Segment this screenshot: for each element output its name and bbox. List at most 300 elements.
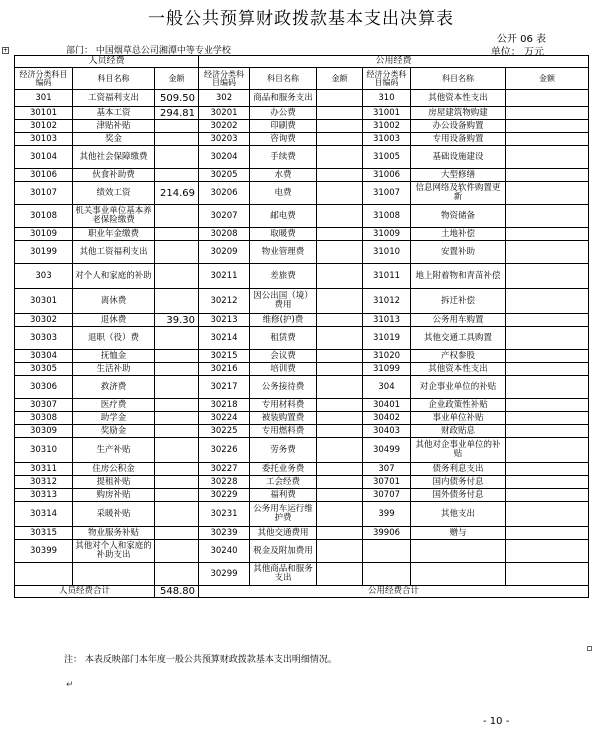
cell-amount	[317, 90, 363, 107]
table-row	[15, 463, 589, 476]
public-total-label: 公用经费合计	[199, 586, 589, 598]
cell-amount: 294.81	[155, 107, 199, 120]
table-row	[15, 527, 589, 540]
cell-amount	[506, 438, 589, 463]
cell-code: 30707	[363, 489, 411, 502]
header-name: 科目名称	[250, 68, 317, 90]
cell-code: 30302	[15, 314, 73, 327]
header-amount: 金额	[155, 68, 199, 90]
cell-code: 31009	[363, 228, 411, 241]
table-row	[15, 540, 589, 563]
cell-code: 31013	[363, 314, 411, 327]
table-note: 注： 本表反映部门本年度一般公共预算财政拨款基本支出明细情况。	[64, 655, 337, 665]
cell-code: 30225	[199, 425, 250, 438]
cell-end-marker	[587, 646, 592, 651]
cell-name: 伙食补助费	[73, 169, 155, 182]
cell-amount	[155, 563, 199, 586]
cell-code: 30231	[199, 502, 250, 527]
cell-name: 津贴补贴	[73, 120, 155, 133]
cell-amount	[317, 563, 363, 586]
cell-name: 企业政策性补贴	[411, 399, 506, 412]
cell-amount	[506, 412, 589, 425]
cell-name: 维修(护)费	[250, 314, 317, 327]
cell-name: 助学金	[73, 412, 155, 425]
cell-code: 30403	[363, 425, 411, 438]
cell-code: 30312	[15, 476, 73, 489]
cell-amount	[317, 205, 363, 228]
cell-name: 被装购置费	[250, 412, 317, 425]
cell-name: 物业管理费	[250, 241, 317, 264]
cell-amount	[317, 363, 363, 376]
cell-amount	[506, 540, 589, 563]
cell-name: 公务用车购置	[411, 314, 506, 327]
cell-name: 工会经费	[250, 476, 317, 489]
table-row	[15, 476, 589, 489]
cell-amount	[506, 289, 589, 314]
cell-amount	[317, 463, 363, 476]
cell-name	[411, 563, 506, 586]
cell-code: 30102	[15, 120, 73, 133]
cell-name: 其他对企事业单位的补贴	[411, 438, 506, 463]
cell-name: 邮电费	[250, 205, 317, 228]
table-row	[15, 228, 589, 241]
header-code: 经济分类科目编码	[199, 68, 250, 90]
cell-amount	[155, 463, 199, 476]
cell-amount	[506, 489, 589, 502]
personnel-total-value: 548.80	[155, 586, 199, 598]
cell-amount	[155, 146, 199, 169]
cell-code: 30217	[199, 376, 250, 399]
cell-code: 30313	[15, 489, 73, 502]
cell-name: 抚恤金	[73, 350, 155, 363]
cell-name: 税金及附加费用	[250, 540, 317, 563]
cell-name: 医疗费	[73, 399, 155, 412]
cell-amount	[155, 327, 199, 350]
cell-amount	[155, 412, 199, 425]
table-row	[15, 169, 589, 182]
cell-name: 职业年金缴费	[73, 228, 155, 241]
cell-name: 因公出国（境）费用	[250, 289, 317, 314]
cell-amount	[317, 350, 363, 363]
cell-code: 30499	[363, 438, 411, 463]
table-row	[15, 90, 589, 107]
cell-amount	[317, 376, 363, 399]
cell-code: 30226	[199, 438, 250, 463]
cell-amount	[155, 527, 199, 540]
header-code: 经济分类科目编码	[15, 68, 73, 90]
cell-name: 奖励金	[73, 425, 155, 438]
cell-name: 购房补贴	[73, 489, 155, 502]
cell-name: 离休费	[73, 289, 155, 314]
cell-name: 物业服务补贴	[73, 527, 155, 540]
table-row	[15, 264, 589, 289]
cell-code: 30301	[15, 289, 73, 314]
cell-code: 31020	[363, 350, 411, 363]
cell-name: 租赁费	[250, 327, 317, 350]
cell-amount	[155, 169, 199, 182]
cell-name: 退职（役）费	[73, 327, 155, 350]
cell-name: 水费	[250, 169, 317, 182]
cell-code: 30304	[15, 350, 73, 363]
cell-name: 国内债务付息	[411, 476, 506, 489]
header-name: 科目名称	[73, 68, 155, 90]
cell-code: 31005	[363, 146, 411, 169]
personnel-group-header: 人员经费	[15, 56, 199, 68]
cell-name: 办公设备购置	[411, 120, 506, 133]
table-row	[15, 412, 589, 425]
cell-name: 劳务费	[250, 438, 317, 463]
header-amount: 金额	[317, 68, 363, 90]
cell-name: 电费	[250, 182, 317, 205]
cell-name: 其他商品和服务支出	[250, 563, 317, 586]
cell-code: 30203	[199, 133, 250, 146]
cell-code: 30310	[15, 438, 73, 463]
cell-name: 培训费	[250, 363, 317, 376]
form-number: 公开 06 表	[496, 34, 546, 45]
cell-amount	[317, 425, 363, 438]
cell-amount	[317, 133, 363, 146]
cell-code	[15, 563, 73, 586]
cell-code: 30206	[199, 182, 250, 205]
table-row	[15, 182, 589, 205]
cell-amount	[506, 205, 589, 228]
cell-amount	[155, 489, 199, 502]
cell-amount	[506, 399, 589, 412]
cell-code: 30218	[199, 399, 250, 412]
cell-code: 30311	[15, 463, 73, 476]
cell-code: 30402	[363, 412, 411, 425]
cell-name: 办公费	[250, 107, 317, 120]
cell-code: 30299	[199, 563, 250, 586]
cell-code: 30401	[363, 399, 411, 412]
cell-amount	[155, 264, 199, 289]
cell-amount	[506, 120, 589, 133]
table-move-handle-icon[interactable]: +	[3, 47, 9, 54]
cell-amount	[506, 182, 589, 205]
cell-code: 30309	[15, 425, 73, 438]
table-row	[15, 133, 589, 146]
cell-amount	[317, 289, 363, 314]
cell-name: 其他对个人和家庭的补助支出	[73, 540, 155, 563]
cell-code: 30227	[199, 463, 250, 476]
cell-code: 30215	[199, 350, 250, 363]
cell-name: 国外债务付息	[411, 489, 506, 502]
cell-code: 30239	[199, 527, 250, 540]
cell-name: 对企事业单位的补贴	[411, 376, 506, 399]
table-row	[15, 438, 589, 463]
header-code: 经济分类科目编码	[363, 68, 411, 90]
cell-code: 30214	[199, 327, 250, 350]
cell-name: 提租补贴	[73, 476, 155, 489]
cell-amount	[317, 399, 363, 412]
cell-code: 399	[363, 502, 411, 527]
cell-name: 专用材料费	[250, 399, 317, 412]
cell-name: 对个人和家庭的补助	[73, 264, 155, 289]
cell-name: 大型修缮	[411, 169, 506, 182]
cell-amount	[506, 146, 589, 169]
cell-name: 财政贴息	[411, 425, 506, 438]
cell-name: 其他交通费用	[250, 527, 317, 540]
page-number: - 10 -	[483, 716, 510, 727]
table-row	[15, 205, 589, 228]
cell-name: 机关事业单位基本养老保险缴费	[73, 205, 155, 228]
table-row	[15, 327, 589, 350]
cell-code: 31099	[363, 363, 411, 376]
cell-amount	[155, 350, 199, 363]
cell-name: 拆迁补偿	[411, 289, 506, 314]
cell-code: 31006	[363, 169, 411, 182]
cell-name: 专用设备购置	[411, 133, 506, 146]
cell-code: 30199	[15, 241, 73, 264]
header-amount: 金额	[506, 68, 589, 90]
cell-amount	[317, 228, 363, 241]
table-row	[15, 314, 589, 327]
header-name: 科目名称	[411, 68, 506, 90]
cell-code: 31019	[363, 327, 411, 350]
page-title: 一般公共预算财政拨款基本支出决算表	[148, 9, 454, 29]
cell-amount	[506, 376, 589, 399]
cell-code: 302	[199, 90, 250, 107]
cell-amount	[155, 133, 199, 146]
cell-amount	[317, 412, 363, 425]
cell-code: 30229	[199, 489, 250, 502]
cell-name: 事业单位补贴	[411, 412, 506, 425]
cell-name	[411, 540, 506, 563]
cell-code: 30315	[15, 527, 73, 540]
cell-amount	[155, 120, 199, 133]
table-row	[15, 425, 589, 438]
cell-name: 福利费	[250, 489, 317, 502]
cell-code: 30106	[15, 169, 73, 182]
cell-amount	[506, 363, 589, 376]
table-row	[15, 146, 589, 169]
cell-code: 30701	[363, 476, 411, 489]
cell-name: 绩效工资	[73, 182, 155, 205]
cell-amount	[317, 327, 363, 350]
cell-amount	[155, 376, 199, 399]
personnel-total-label: 人员经费合计	[15, 586, 155, 598]
cell-name: 安置补助	[411, 241, 506, 264]
cell-name: 土地补偿	[411, 228, 506, 241]
cell-amount	[506, 133, 589, 146]
cell-code: 30213	[199, 314, 250, 327]
cell-code	[363, 540, 411, 563]
cell-name: 物资储备	[411, 205, 506, 228]
cell-code: 30204	[199, 146, 250, 169]
cell-amount	[317, 540, 363, 563]
cell-amount	[317, 502, 363, 527]
cell-amount	[506, 228, 589, 241]
cell-name: 采暖补贴	[73, 502, 155, 527]
cell-amount	[317, 182, 363, 205]
cell-amount	[506, 476, 589, 489]
cell-name	[73, 563, 155, 586]
cell-amount	[155, 476, 199, 489]
cell-code: 310	[363, 90, 411, 107]
cell-amount	[155, 425, 199, 438]
cell-code: 30307	[15, 399, 73, 412]
table-row	[15, 363, 589, 376]
cell-name: 生产补贴	[73, 438, 155, 463]
cell-amount	[155, 228, 199, 241]
cell-code: 31012	[363, 289, 411, 314]
cell-code: 30109	[15, 228, 73, 241]
cell-code: 30216	[199, 363, 250, 376]
cell-code: 30209	[199, 241, 250, 264]
cell-amount	[506, 527, 589, 540]
cell-code: 30107	[15, 182, 73, 205]
cell-code: 307	[363, 463, 411, 476]
cell-name: 其他社会保障缴费	[73, 146, 155, 169]
cell-amount	[506, 314, 589, 327]
department-label: 部门： 中国烟草总公司湘潭中等专业学校	[66, 46, 231, 56]
cell-name: 住房公积金	[73, 463, 155, 476]
cell-name: 基础设施建设	[411, 146, 506, 169]
cell-code: 31010	[363, 241, 411, 264]
cell-name: 咨询费	[250, 133, 317, 146]
table-row	[15, 241, 589, 264]
cell-code: 301	[15, 90, 73, 107]
cell-amount	[155, 289, 199, 314]
cell-code: 30212	[199, 289, 250, 314]
cell-name: 商品和服务支出	[250, 90, 317, 107]
cell-name: 其他资本性支出	[411, 90, 506, 107]
cell-code: 30205	[199, 169, 250, 182]
cell-name: 赠与	[411, 527, 506, 540]
table-row	[15, 350, 589, 363]
cell-code: 31007	[363, 182, 411, 205]
cell-amount	[317, 241, 363, 264]
cell-name: 其他支出	[411, 502, 506, 527]
cell-code: 304	[363, 376, 411, 399]
cell-amount	[155, 241, 199, 264]
cell-name: 地上附着物和青苗补偿	[411, 264, 506, 289]
cell-name: 工资福利支出	[73, 90, 155, 107]
cell-code: 30207	[199, 205, 250, 228]
paragraph-mark: ↵	[66, 680, 74, 690]
cell-name: 产权参股	[411, 350, 506, 363]
cell-amount	[155, 540, 199, 563]
expenditure-table	[14, 55, 589, 598]
cell-name: 生活补助	[73, 363, 155, 376]
cell-name: 其他资本性支出	[411, 363, 506, 376]
cell-name: 债务利息支出	[411, 463, 506, 476]
cell-amount	[155, 399, 199, 412]
cell-code: 30240	[199, 540, 250, 563]
cell-code: 31011	[363, 264, 411, 289]
table-row	[15, 107, 589, 120]
cell-code: 30303	[15, 327, 73, 350]
cell-amount	[506, 425, 589, 438]
cell-amount	[506, 90, 589, 107]
cell-name: 取暖费	[250, 228, 317, 241]
cell-amount	[506, 563, 589, 586]
cell-amount	[317, 489, 363, 502]
cell-amount	[155, 205, 199, 228]
table-row	[15, 502, 589, 527]
cell-code: 30103	[15, 133, 73, 146]
cell-name: 差旅费	[250, 264, 317, 289]
cell-code: 39906	[363, 527, 411, 540]
cell-amount	[506, 264, 589, 289]
cell-code: 31008	[363, 205, 411, 228]
cell-name: 信息网络及软件购置更新	[411, 182, 506, 205]
cell-name: 基本工资	[73, 107, 155, 120]
cell-amount: 39.30	[155, 314, 199, 327]
cell-amount	[506, 463, 589, 476]
cell-amount	[317, 264, 363, 289]
cell-amount	[155, 438, 199, 463]
cell-name: 救济费	[73, 376, 155, 399]
cell-name: 其他交通工具购置	[411, 327, 506, 350]
cell-amount	[317, 314, 363, 327]
cell-name: 会议费	[250, 350, 317, 363]
table-row	[15, 376, 589, 399]
table-row	[15, 563, 589, 586]
cell-name: 公务用车运行维护费	[250, 502, 317, 527]
cell-code: 30308	[15, 412, 73, 425]
cell-code: 30314	[15, 502, 73, 527]
cell-code: 30101	[15, 107, 73, 120]
cell-code: 30201	[199, 107, 250, 120]
cell-name: 房屋建筑物购建	[411, 107, 506, 120]
table-row	[15, 399, 589, 412]
cell-code: 303	[15, 264, 73, 289]
cell-code: 30108	[15, 205, 73, 228]
cell-name: 委托业务费	[250, 463, 317, 476]
cell-code: 30224	[199, 412, 250, 425]
cell-code: 30228	[199, 476, 250, 489]
cell-name: 公务接待费	[250, 376, 317, 399]
table-row	[15, 289, 589, 314]
table-row	[15, 489, 589, 502]
cell-amount	[155, 502, 199, 527]
cell-code: 30211	[199, 264, 250, 289]
cell-code: 30305	[15, 363, 73, 376]
cell-amount	[317, 476, 363, 489]
cell-code: 30306	[15, 376, 73, 399]
cell-name: 印刷费	[250, 120, 317, 133]
cell-amount	[506, 241, 589, 264]
cell-amount	[155, 363, 199, 376]
cell-amount	[317, 169, 363, 182]
cell-code: 30399	[15, 540, 73, 563]
cell-amount	[506, 327, 589, 350]
cell-amount	[506, 169, 589, 182]
cell-name: 奖金	[73, 133, 155, 146]
cell-name: 其他工资福利支出	[73, 241, 155, 264]
cell-name: 专用燃料费	[250, 425, 317, 438]
unit-label: 单位： 万元	[490, 47, 544, 58]
cell-amount: 509.50	[155, 90, 199, 107]
cell-amount	[317, 120, 363, 133]
cell-code	[363, 563, 411, 586]
cell-name: 手续费	[250, 146, 317, 169]
cell-code: 30104	[15, 146, 73, 169]
cell-code: 31002	[363, 120, 411, 133]
table-row	[15, 120, 589, 133]
cell-amount	[317, 107, 363, 120]
cell-code: 31003	[363, 133, 411, 146]
cell-amount: 214.69	[155, 182, 199, 205]
cell-code: 30208	[199, 228, 250, 241]
cell-amount	[317, 527, 363, 540]
public-group-header: 公用经费	[199, 56, 589, 68]
cell-amount	[506, 502, 589, 527]
cell-amount	[506, 350, 589, 363]
cell-code: 31001	[363, 107, 411, 120]
cell-code: 30202	[199, 120, 250, 133]
